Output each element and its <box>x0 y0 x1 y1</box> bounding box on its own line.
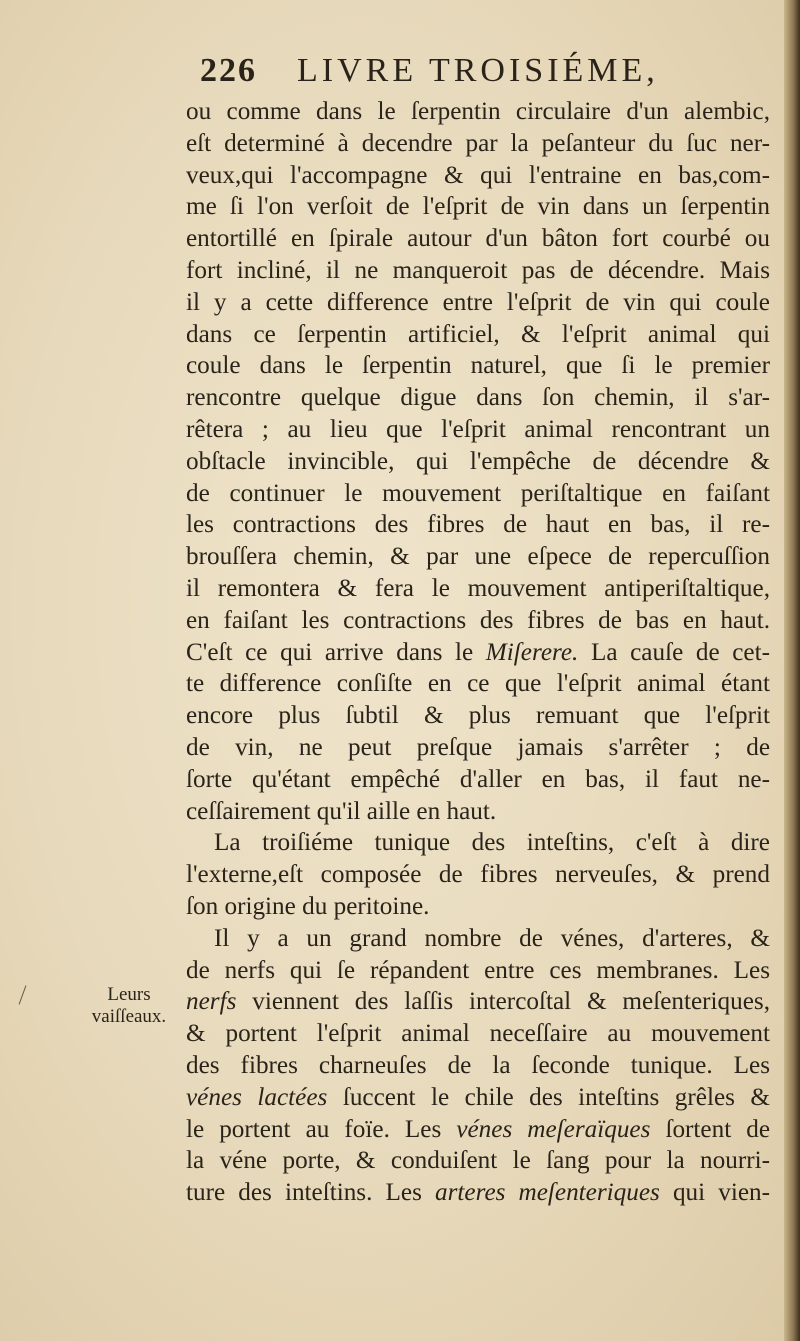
text-segment: la véne porte, & conduiſent le ſang pour la nourri- <box>186 1147 770 1175</box>
text-segment: C'eſt ce qui arrive dans le <box>186 638 486 666</box>
text-line <box>186 287 770 319</box>
text-line <box>186 478 770 510</box>
text-line <box>186 1145 770 1177</box>
text-line <box>186 700 770 732</box>
margin-note-line: Leurs <box>107 984 151 1005</box>
text-segment: de continuer le mouvement periſtaltique en faiſant <box>186 479 770 507</box>
text-line <box>186 382 770 414</box>
text-line <box>186 446 770 478</box>
text-line <box>186 128 770 160</box>
book-gutter <box>784 0 800 1341</box>
text-segment: fort incliné, il ne manqueroit pas de décendre. Mais <box>186 256 770 284</box>
text-line <box>186 191 770 223</box>
italic-term: vénes lactées <box>186 1083 328 1111</box>
text-segment: de nerfs qui ſe répandent entre ces membranes. Les <box>186 956 770 984</box>
margin-note-line: vaiſſeaux. <box>91 1006 167 1027</box>
running-header <box>200 52 760 96</box>
text-line <box>186 732 770 764</box>
text-line <box>186 160 770 192</box>
text-line <box>186 955 770 987</box>
italic-term: arteres meſenteriques <box>435 1179 660 1207</box>
text-line <box>186 923 770 955</box>
text-segment: ſon origine du peritoine. <box>186 892 430 920</box>
text-line <box>186 255 770 287</box>
text-segment: il y a cette difference entre l'eſprit de vin qui coule <box>186 288 770 316</box>
text-segment: te difference conſiſte en ce que l'eſprit animal étant <box>186 670 770 698</box>
text-segment: des fibres charneuſes de la ſeconde tunique. Les <box>186 1051 770 1079</box>
text-segment: ou comme dans le ſerpentin circulaire d'un alembic, <box>186 98 770 125</box>
text-segment: brouſſera chemin, & par une eſpece de repercuſſion <box>186 543 770 571</box>
italic-term: vénes meſeraïques <box>456 1115 651 1143</box>
text-line <box>186 637 770 669</box>
text-line <box>186 350 770 382</box>
text-segment: La troiſiéme tunique des inteſtins, c'eſt à dire <box>214 829 770 857</box>
text-line <box>186 668 770 700</box>
italic-term: nerfs <box>186 988 237 1016</box>
text-segment: dans ce ſerpentin artificiel, & l'eſprit animal qui <box>186 320 770 348</box>
text-segment: qui vien- <box>659 1179 770 1207</box>
running-title: LIVRE TROISIÉME, <box>297 52 659 89</box>
text-segment: rencontre quelque digue dans ſon chemin, il s'ar- <box>186 384 770 412</box>
text-line <box>186 223 770 255</box>
text-segment: Il y a un grand nombre de vénes, d'arteres, & <box>214 924 770 952</box>
text-line <box>186 509 770 541</box>
text-line <box>186 764 770 796</box>
text-line <box>186 573 770 605</box>
text-segment: La cauſe de cet- <box>578 638 770 666</box>
text-segment: les contractions des fibres de haut en bas, il re- <box>186 511 770 539</box>
text-line <box>186 1018 770 1050</box>
text-segment: en faiſant les contractions des fibres de bas en haut. <box>186 606 770 634</box>
text-line <box>186 891 770 923</box>
text-line <box>186 859 770 891</box>
text-line <box>186 1114 770 1146</box>
text-segment: ſorte qu'étant empêché d'aller en bas, il faut ne- <box>186 765 770 793</box>
text-segment: & portent l'eſprit animal neceſſaire au mouvement <box>186 1020 770 1048</box>
text-segment: obſtacle invincible, qui l'empêche de décendre & <box>186 447 770 475</box>
text-segment: ceſſairement qu'il aille en haut. <box>186 797 497 825</box>
text-segment: me ſi l'on verſoit de l'eſprit de vin dans un ſerpentin <box>186 193 770 221</box>
text-line <box>186 605 770 637</box>
text-segment: il remontera & fera le mouvement antiperiſtaltique, <box>186 574 770 602</box>
text-segment: rêtera ; au lieu que l'eſprit animal rencontrant un <box>186 415 770 443</box>
text-segment: ture des inteſtins. Les <box>186 1179 435 1207</box>
text-line <box>186 827 770 859</box>
text-line <box>186 1082 770 1114</box>
text-line <box>186 796 770 828</box>
text-segment: coule dans le ſerpentin naturel, que ſi le premier <box>186 352 770 380</box>
text-segment: le portent au foïe. Les <box>186 1115 457 1143</box>
text-segment: ſuccent le chile des inteſtins grêles & <box>327 1083 770 1111</box>
text-line <box>186 541 770 573</box>
text-segment: viennent des laſſis intercoſtal & meſenteriques, <box>236 988 770 1016</box>
margin-mark <box>19 985 27 1004</box>
body-text <box>186 96 770 1209</box>
text-line <box>186 1050 770 1082</box>
text-segment: de vin, ne peut preſque jamais s'arrêter ; de <box>186 733 770 761</box>
text-line <box>186 1177 770 1209</box>
text-line <box>186 414 770 446</box>
text-line <box>186 986 770 1018</box>
text-segment: l'externe,eſt composée de fibres nerveuſes, & prend <box>186 861 770 889</box>
margin-note <box>74 984 184 1028</box>
text-segment: ſortent de <box>650 1115 771 1143</box>
text-segment: veux,qui l'accompagne & qui l'entraine en bas,com- <box>186 161 770 189</box>
text-line <box>186 319 770 351</box>
page-number: 226 <box>200 52 257 89</box>
text-segment: encore plus ſubtil & plus remuant que l'eſprit <box>186 702 770 730</box>
text-line <box>186 96 770 128</box>
italic-term: Miſerere. <box>485 638 579 666</box>
text-segment: eſt determiné à decendre par la peſanteur du ſuc ner- <box>186 129 770 157</box>
text-segment: entortillé en ſpirale autour d'un bâton fort courbé ou <box>186 225 770 253</box>
